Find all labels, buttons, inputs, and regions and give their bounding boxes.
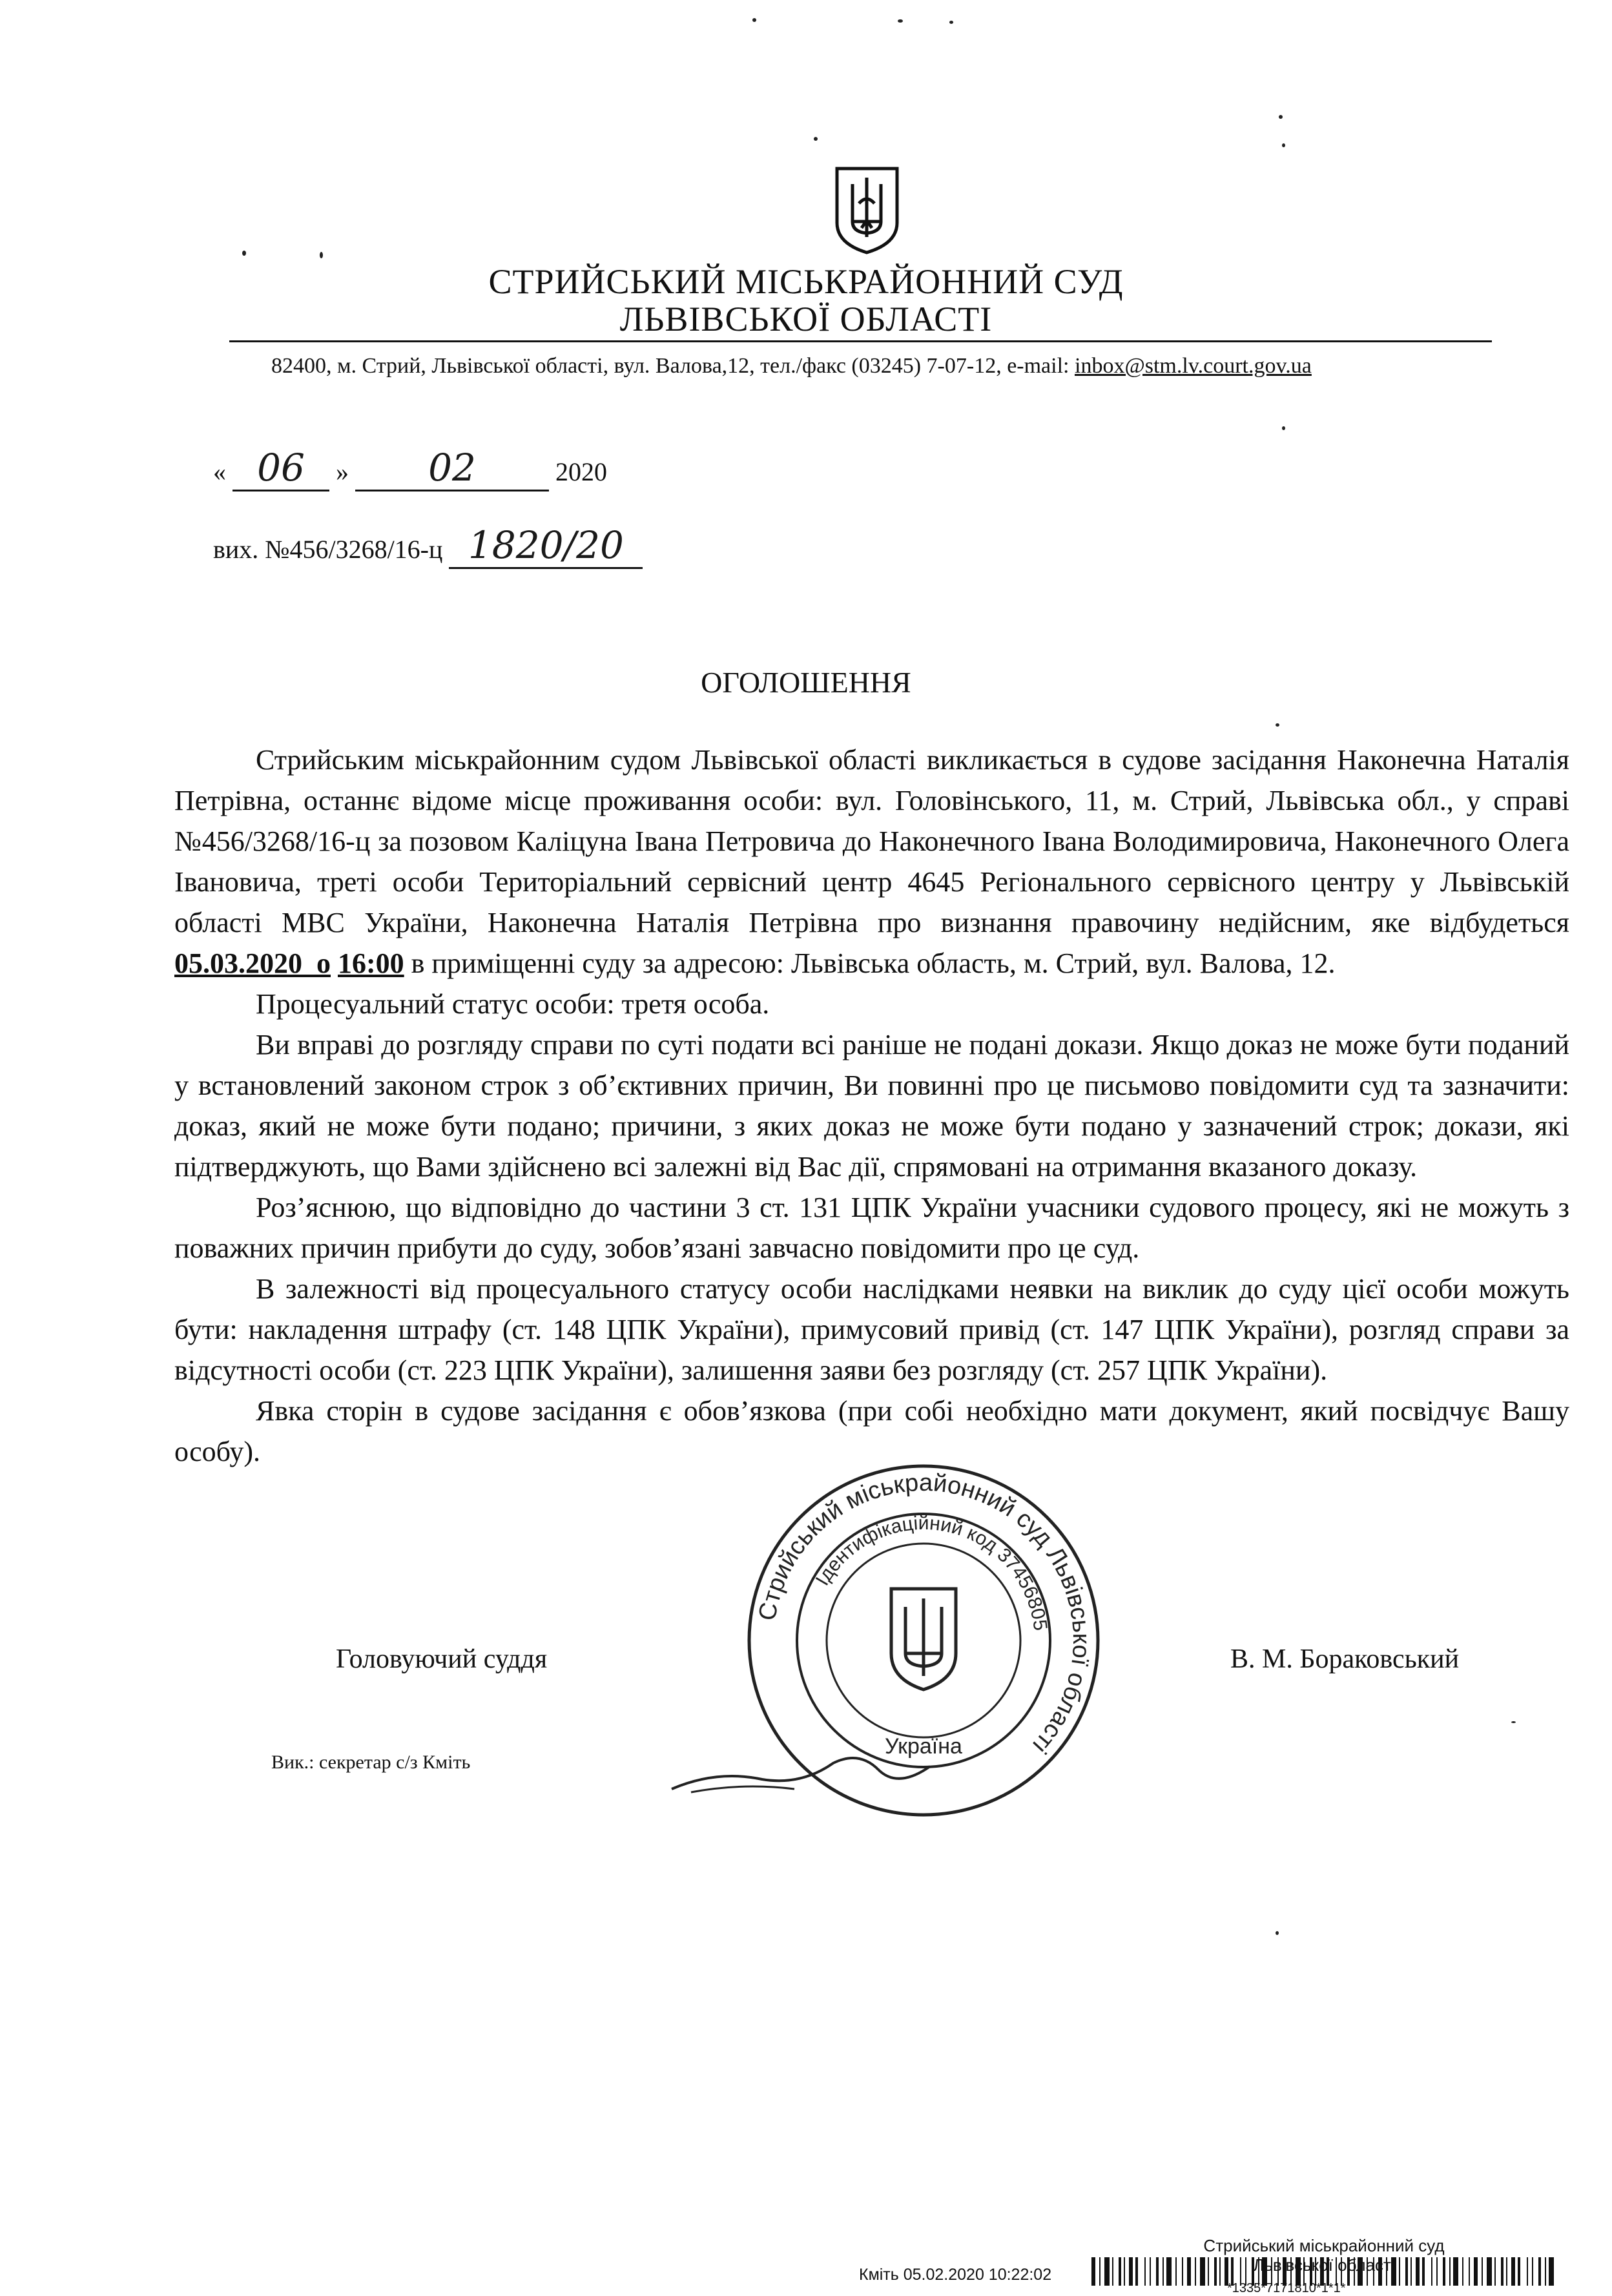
hearing-date: 05.03.2020 <box>174 947 302 979</box>
date-year: 2020 <box>555 457 607 486</box>
registration-office-line1: Стрийський міськрайонний суд <box>1203 2236 1445 2255</box>
barcode-bar <box>1182 2257 1183 2286</box>
seal-inner-text: Ідентифікаційний код 37456805 <box>811 1512 1051 1632</box>
barcode-bar <box>1144 2257 1146 2286</box>
barcode-bar <box>1449 2257 1451 2286</box>
barcode-bar <box>1545 2257 1546 2286</box>
barcode-bar <box>1373 2257 1374 2286</box>
barcode-bar <box>1099 2257 1100 2286</box>
notice-paragraph-2: Процесуальний статус особи: третя особа. <box>256 988 770 1020</box>
date-month-field <box>355 446 549 491</box>
barcode-bar <box>1436 2257 1438 2286</box>
hearing-time: 16:00 <box>338 947 404 979</box>
seal-trident-icon <box>891 1589 956 1690</box>
barcode-bar <box>1119 2257 1121 2286</box>
barcode-bar <box>1416 2257 1420 2286</box>
barcode-bar <box>1354 2257 1355 2286</box>
paragraph-1-text: Стрийським міськрайонним судом Львівської області викликається в судове засідання Наконечна Наталія Петрівна, останнє відоме місце проживання особи: вул. Головінського, 11, м. Стрий, Львівська обл., у справі №456/3268/16-ц за позовом Каліцуна Івана Петровича до Наконечного Івана Володимировича, Наконечного Олега Івановича, треті особи Територіальний сервісний центр 4645 Регіонального сервісного центру у Львівській області МВС України, Наконечна Наталія Петрівна про визнання правочину недійсним, яке відбудеться <box>174 744 1569 938</box>
barcode-bar <box>1166 2257 1172 2286</box>
barcode-bar <box>1347 2257 1350 2286</box>
scan-speck <box>1279 115 1283 119</box>
outgoing-number-handwritten: 1820/20 <box>468 523 624 567</box>
scan-speck <box>898 19 903 23</box>
barcode-bar <box>1469 2257 1470 2286</box>
barcode-bar <box>1391 2257 1396 2286</box>
outgoing-label: вих. №456/3268/16-ц <box>213 535 443 564</box>
presiding-judge-title: Головуючий суддя <box>336 1644 548 1674</box>
barcode-bar <box>1187 2257 1191 2286</box>
barcode-bar <box>1453 2257 1458 2286</box>
scan-speck <box>1276 1931 1279 1935</box>
date-close-quote: » <box>336 457 349 486</box>
barcode-bar <box>1410 2257 1412 2286</box>
paragraph-1-end: в приміщенні суду за адресою: Львівська область, м. Стрий, вул. Валова, 12. <box>404 947 1336 979</box>
coat-of-arms-emblem <box>833 165 901 255</box>
scan-speck <box>814 137 818 141</box>
date-month-handwritten: 02 <box>428 446 476 490</box>
hearing-date-gap <box>302 947 316 979</box>
scan-speck <box>1282 143 1285 147</box>
barcode-bar <box>1431 2257 1432 2286</box>
scan-speck <box>752 18 756 22</box>
scan-speck <box>320 252 323 258</box>
notice-paragraph-3: Ви вправі до розгляду справи по суті подати всі раніше не подані докази. Якщо доказ не може бути поданий у встановлений законом строк з об’єктивних причин, Ви повинні про це письмово повідомити суд та зазначити: доказ, який не може бути подано; причини, з яких доказ не може бути подано у зазначений строк; докази, які підтверджують, що Вами здійснено всі залежні від Вас дії, спрямовані на отримання вказаного доказу. <box>174 1029 1569 1183</box>
seal-country: Україна <box>885 1734 962 1759</box>
registration-timestamp: Кміть 05.02.2020 10:22:02 <box>859 2266 1052 2284</box>
barcode-bar <box>1124 2257 1125 2286</box>
contacts-text: 82400, м. Стрий, Львівської області, вул. Валова,12, тел./факс (03245) 7-07-12, e-mail: <box>271 354 1075 378</box>
court-contacts <box>271 354 1498 378</box>
judge-name: В. М. Бораковський <box>1230 1644 1460 1674</box>
hearing-at: о <box>316 947 331 979</box>
letter-date <box>213 446 607 491</box>
header-divider <box>229 340 1492 342</box>
barcode-bar <box>1405 2257 1408 2286</box>
notice-paragraph-5: В залежності від процесуального статусу особи наслідками неявки на виклик до суду цієї особи можуть бути: накладення штрафу (ст. 148 ЦПК України), примусовий привід (ст. 147 ЦПК України), розгляд справи за відсутності особи (ст. 223 ЦПК України), залишення заяви без розгляду (ст. 257 ЦПК України). <box>174 1273 1569 1386</box>
barcode-bar <box>1474 2257 1478 2286</box>
barcode-bar <box>1162 2257 1164 2286</box>
notice-title: ОГОЛОШЕННЯ <box>701 666 911 699</box>
barcode-bar <box>1399 2257 1400 2286</box>
trident-coat-of-arms-icon <box>833 165 901 255</box>
barcode-bar <box>1538 2257 1541 2286</box>
barcode-bar <box>1386 2257 1387 2286</box>
seal-outer-text: Стрийський міськрайонний суд Львівської області <box>753 1469 1095 1759</box>
barcode-bar <box>1195 2257 1196 2286</box>
date-day-field <box>232 446 329 491</box>
barcode-bar <box>1156 2257 1159 2286</box>
barcode-bar <box>1367 2257 1368 2286</box>
outgoing-number-field <box>449 523 643 569</box>
barcode-bar <box>1214 2257 1217 2286</box>
barcode-bar <box>1518 2257 1520 2286</box>
barcode-bar <box>1104 2257 1110 2286</box>
executor-note: Вик.: секретар с/з Кміть <box>271 1752 471 1773</box>
scan-speck <box>949 21 953 24</box>
notice-paragraph-4: Роз’яснюю, що відповідно до частини 3 ст. 131 ЦПК України учасники судового процесу, які не можуть з поважних причин прибути до суду, зобов’язані завчасно повідомити про це суд. <box>174 1192 1569 1264</box>
date-day-handwritten: 06 <box>257 446 305 490</box>
court-name-line2: ЛЬВІВСЬКОЇ ОБЛАСТІ <box>619 300 993 338</box>
notice-paragraph-1 <box>174 739 1569 984</box>
barcode-bar <box>1462 2257 1463 2286</box>
signature-scribble <box>665 1744 936 1802</box>
barcode-bar <box>1091 2257 1095 2286</box>
barcode-bar <box>1219 2257 1221 2286</box>
barcode-bar <box>1378 2257 1382 2286</box>
barcode-bar <box>1506 2257 1507 2286</box>
barcode-bar <box>1549 2257 1554 2286</box>
barcode-bar <box>1487 2257 1492 2286</box>
barcode-bar <box>1532 2257 1533 2286</box>
barcode-bar <box>1129 2257 1133 2286</box>
barcode-bar <box>1358 2257 1363 2286</box>
court-name-line1: СТРИЙСЬКИЙ МІСЬКРАЙОННИЙ СУД <box>488 262 1124 301</box>
barcode-bar <box>1443 2257 1445 2286</box>
scan-speck <box>1282 426 1285 430</box>
barcode-bar <box>1494 2257 1496 2286</box>
barcode-bar <box>1150 2257 1151 2286</box>
barcode-bar <box>1135 2257 1138 2286</box>
notice-body <box>174 739 1569 1472</box>
registration-office-line2: Львівської області <box>1253 2255 1395 2275</box>
scan-speck <box>242 251 246 256</box>
barcode-bar <box>1208 2257 1209 2286</box>
scan-speck <box>1511 1721 1516 1723</box>
scan-speck <box>1276 723 1279 727</box>
barcode-bar <box>1175 2257 1177 2286</box>
notice-paragraph-6: Явка сторін в судове засідання є обов’язкова (при собі необхідно мати документ, який посвідчує Вашу особу). <box>174 1395 1569 1467</box>
barcode-bar <box>1511 2257 1515 2286</box>
court-email-link[interactable]: inbox@stm.lv.court.gov.ua <box>1075 354 1312 378</box>
barcode-bar <box>1422 2257 1425 2286</box>
judge-signature <box>665 1744 936 1802</box>
outgoing-reference <box>213 523 643 569</box>
date-open-quote: « <box>213 457 226 486</box>
barcode-number: *1335*7171810*1*1* <box>1227 2281 1346 2295</box>
barcode-bar <box>1501 2257 1504 2286</box>
barcode-bar <box>1527 2257 1528 2286</box>
barcode-bar <box>1200 2257 1205 2286</box>
barcode-bar <box>1112 2257 1113 2286</box>
barcode-bar <box>1482 2257 1483 2286</box>
